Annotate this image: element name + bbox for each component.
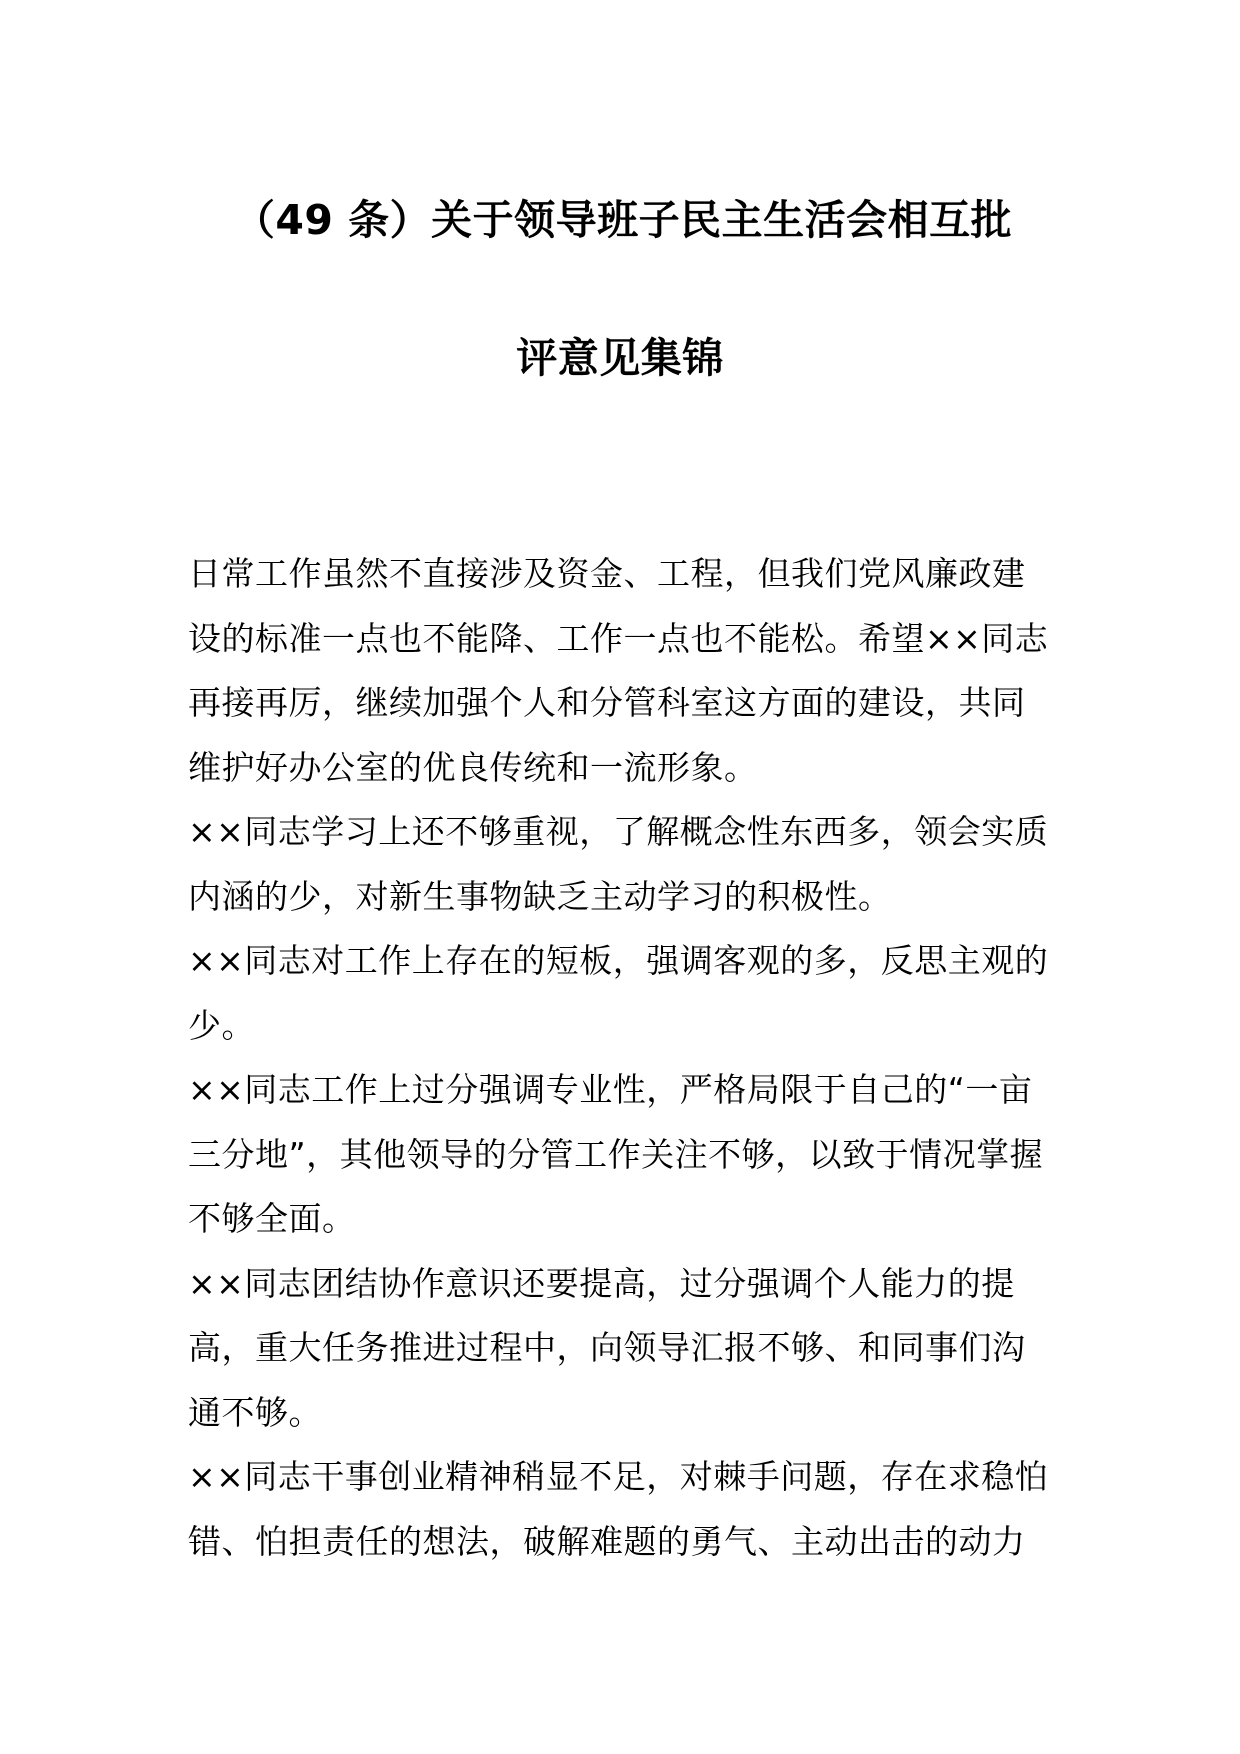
- paragraph-5: ××同志团结协作意识还要提高，过分强调个人能力的提高，重大任务推进过程中，向领导汇报不够、和同事们沟通不够。: [188, 1263, 1026, 1432]
- title-line-1: （49 条）关于领导班子民主生活会相互批: [233, 196, 1013, 244]
- paragraph-1: 日常工作虽然不直接涉及资金、工程，但我们党风廉政建设的标准一点也不能降、工作一点也不能松。希望××同志再接再厉，继续加强个人和分管科室这方面的建设，共同维护好办公室的优良传统和一流形象。: [188, 554, 1049, 787]
- paragraph-6: ××同志干事创业精神稍显不足，对棘手问题，存在求稳怕错、怕担责任的想法，破解难题的勇气、主动出击的动力: [188, 1457, 1049, 1561]
- paragraph-4: ××同志工作上过分强调专业性，严格局限于自己的“一亩三分地”，其他领导的分管工作关注不够，以致于情况掌握不够全面。: [188, 1070, 1044, 1238]
- title-line-2: 评意见集锦: [516, 334, 724, 382]
- document-body: [188, 542, 1078, 1574]
- document-title: [0, 195, 1240, 383]
- paragraph-2: ××同志学习上还不够重视，了解概念性东西多，领会实质内涵的少，对新生事物缺乏主动学习的积极性。: [188, 812, 1049, 916]
- paragraph-3: ××同志对工作上存在的短板，强调客观的多，反思主观的少。: [188, 941, 1049, 1045]
